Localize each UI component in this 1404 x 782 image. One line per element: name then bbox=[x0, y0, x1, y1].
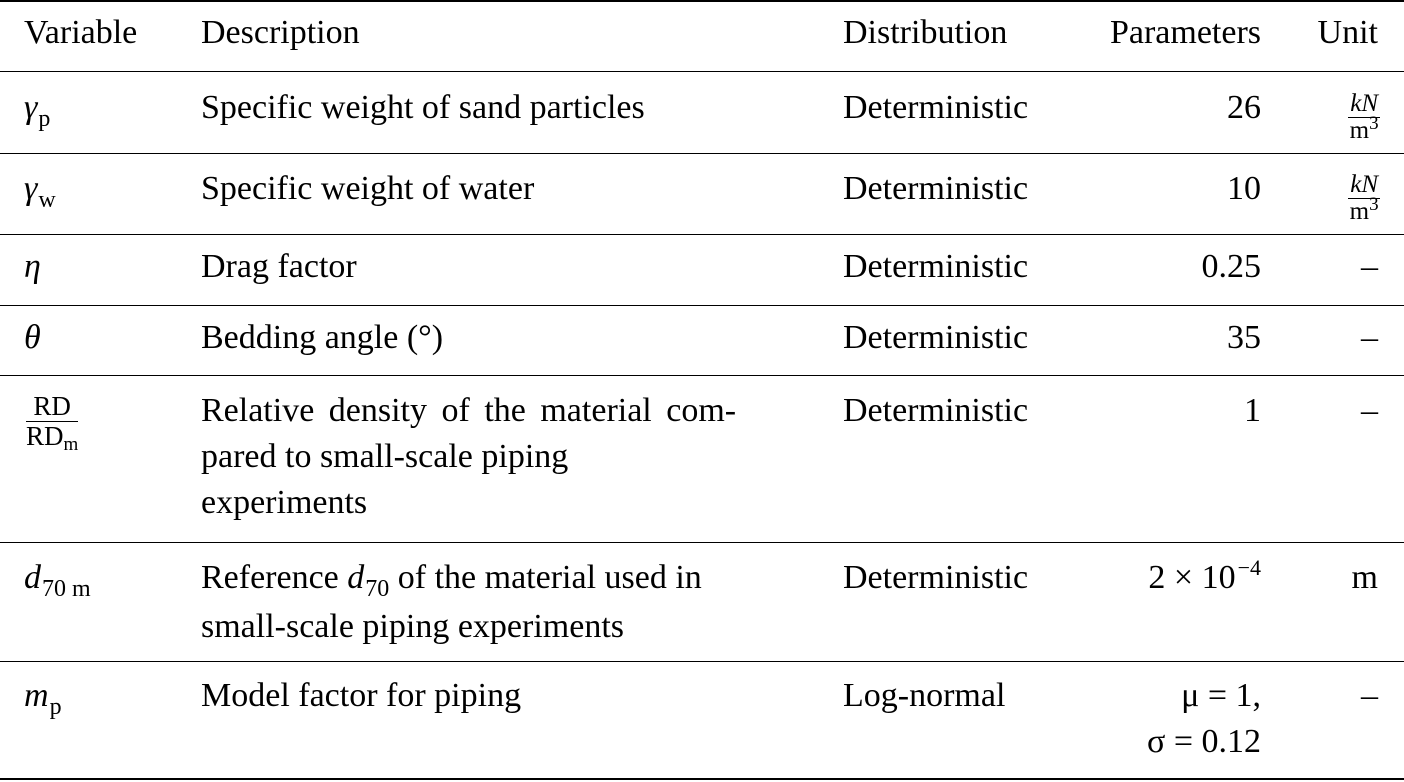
parameters-cell: μ = 1, σ = 0.12 bbox=[1146, 677, 1261, 760]
unit-cell: – bbox=[1361, 248, 1378, 285]
parameters-cell: 0.25 bbox=[1201, 248, 1261, 285]
variable-cell: RD RDm bbox=[26, 391, 79, 455]
table-row bbox=[0, 388, 1404, 538]
row-rule bbox=[0, 661, 1404, 662]
header-unit: Unit bbox=[1317, 14, 1378, 51]
description-cell: Model factor for piping bbox=[201, 677, 522, 714]
description-cell: Bedding angle (°) bbox=[201, 319, 444, 356]
distribution-cell: Deterministic bbox=[843, 248, 1029, 285]
parameters-cell: $2 \times 10^{-4}$ bbox=[1148, 555, 1261, 596]
variable-cell: η bbox=[24, 248, 41, 285]
distribution-cell: Deterministic bbox=[843, 559, 1029, 596]
parameters-cell: 10 bbox=[1227, 170, 1261, 207]
variable-cell: $m_p$ bbox=[24, 677, 62, 720]
description-cell: Relative density of the material com- pared to small-scale piping experiments bbox=[201, 392, 737, 521]
unit-cell: $\frac{kN}{m^3}$ bbox=[1349, 171, 1379, 225]
row-rule bbox=[0, 542, 1404, 543]
unit-cell: – bbox=[1361, 392, 1378, 429]
header-description: Description bbox=[201, 14, 360, 51]
variable-cell: $\gamma_w$ bbox=[24, 170, 56, 213]
distribution-cell: Log-normal bbox=[843, 677, 1006, 714]
table-row bbox=[0, 85, 1404, 153]
row-rule bbox=[0, 375, 1404, 376]
parameters-cell: 35 bbox=[1227, 319, 1261, 356]
unit-cell: $\frac{kN}{m^3}$ bbox=[1349, 90, 1379, 144]
description-cell: Specific weight of sand particles bbox=[201, 89, 645, 126]
header-variable: Variable bbox=[24, 14, 138, 51]
description-cell: Drag factor bbox=[201, 248, 357, 285]
description-cell: Specific weight of water bbox=[201, 170, 535, 207]
parameters-cell: 26 bbox=[1227, 89, 1261, 126]
header-distribution: Distribution bbox=[843, 14, 1008, 51]
parameters-cell: 1 bbox=[1244, 392, 1261, 429]
unit-cell: – bbox=[1361, 677, 1378, 714]
distribution-cell: Deterministic bbox=[843, 392, 1029, 429]
variable-cell: $\gamma_p$ bbox=[24, 89, 51, 132]
header-rule bbox=[0, 71, 1404, 72]
table-row bbox=[0, 673, 1404, 773]
header-parameters: Parameters bbox=[1109, 14, 1261, 51]
description-cell: Reference $d_{70}$ of the material used in small-scale piping experiments bbox=[201, 559, 702, 645]
table-row bbox=[0, 166, 1404, 234]
unit-cell: m bbox=[1351, 559, 1378, 596]
distribution-cell: Deterministic bbox=[843, 319, 1029, 356]
distribution-cell: Deterministic bbox=[843, 170, 1029, 207]
unit-cell: – bbox=[1361, 319, 1378, 356]
row-rule bbox=[0, 234, 1404, 235]
variable-cell: θ bbox=[24, 319, 41, 356]
top-rule bbox=[0, 0, 1404, 2]
row-rule bbox=[0, 153, 1404, 154]
bottom-rule bbox=[0, 778, 1404, 780]
variable-cell: $d_{70 m}$ bbox=[24, 559, 91, 602]
distribution-cell: Deterministic bbox=[843, 89, 1029, 126]
row-rule bbox=[0, 305, 1404, 306]
table-row bbox=[0, 555, 1404, 655]
